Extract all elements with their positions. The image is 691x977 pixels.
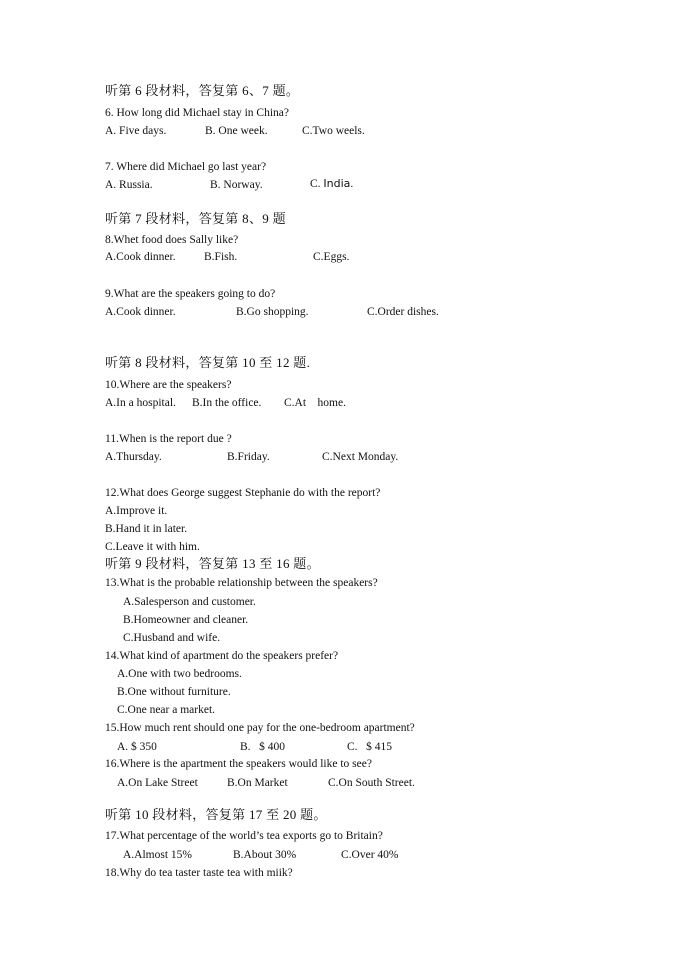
- q14-option-a: A.One with two bedrooms.: [117, 668, 242, 680]
- question-11: 11.When is the report due ?: [105, 433, 232, 445]
- question-12: 12.What does George suggest Stephanie do with the report?: [105, 487, 381, 499]
- question-10: 10.Where are the speakers?: [105, 379, 232, 391]
- q10-option-c: C.At home.: [284, 397, 346, 409]
- india-word: India: [323, 177, 351, 190]
- section-10-heading: 听第 10 段材料，答复第 17 至 20 题。: [105, 807, 327, 822]
- q17-option-c: C.Over 40%: [341, 849, 399, 861]
- q12-option-a: A.Improve it.: [105, 505, 168, 517]
- question-15: 15.How much rent should one pay for the one-bedroom apartment?: [105, 722, 415, 734]
- q16-option-a: A.On Lake Street: [117, 777, 198, 789]
- q13-option-a: A.Salesperson and customer.: [123, 596, 256, 608]
- question-13: 13.What is the probable relationship between the speakers?: [105, 577, 378, 589]
- q8-option-c: C.Eggs.: [313, 251, 350, 263]
- q13-option-b: B.Homeowner and cleaner.: [123, 614, 249, 626]
- q7-option-a: A. Russia.: [105, 179, 153, 191]
- section-6-heading: 听第 6 段材料，答复第 6、7 题。: [105, 83, 300, 98]
- q10-option-b: B.In the office.: [192, 397, 262, 409]
- question-7: 7. Where did Michael go last year?: [105, 161, 267, 173]
- q7-option-c: C. India.: [310, 177, 354, 190]
- q9-option-b: B.Go shopping.: [236, 306, 309, 318]
- q15-option-c: C. $ 415: [347, 741, 393, 753]
- q15-option-b: B. $ 400: [240, 741, 286, 753]
- question-17: 17.What percentage of the world’s tea exports go to Britain?: [105, 830, 383, 842]
- section-7-heading: 听第 7 段材料，答复第 8、9 题: [105, 211, 286, 226]
- q6-option-a: A. Five days.: [105, 125, 167, 137]
- question-9: 9.What are the speakers going to do?: [105, 288, 276, 300]
- q9-option-a: A.Cook dinner.: [105, 306, 176, 318]
- q13-option-c: C.Husband and wife.: [123, 632, 221, 644]
- q17-option-b: B.About 30%: [233, 849, 297, 861]
- q16-option-b: B.On Market: [227, 777, 288, 789]
- question-6: 6. How long did Michael stay in China?: [105, 107, 289, 119]
- section-9-heading: 听第 9 段材料，答复第 13 至 16 题。: [105, 556, 320, 571]
- q14-option-b: B.One without furniture.: [117, 686, 231, 698]
- q8-option-a: A.Cook dinner.: [105, 251, 176, 263]
- q9-option-c: C.Order dishes.: [367, 306, 439, 318]
- question-18: 18.Why do tea taster taste tea with miik?: [105, 867, 293, 879]
- q11-option-a: A.Thursday.: [105, 451, 162, 463]
- question-14: 14.What kind of apartment do the speakers prefer?: [105, 650, 339, 662]
- question-8: 8.Whet food does Sally like?: [105, 234, 239, 246]
- q8-option-b: B.Fish.: [204, 251, 238, 263]
- q12-option-c: C.Leave it with him.: [105, 541, 200, 553]
- q11-option-c: C.Next Monday.: [322, 451, 399, 463]
- q11-option-b: B.Friday.: [227, 451, 270, 463]
- q14-option-c: C.One near a market.: [117, 704, 216, 716]
- q15-option-a: A. $ 350: [117, 741, 157, 753]
- q7-option-b: B. Norway.: [210, 179, 263, 191]
- q12-option-b: B.Hand it in later.: [105, 523, 188, 535]
- q6-option-c: C.Two weels.: [302, 125, 365, 137]
- question-16: 16.Where is the apartment the speakers would like to see?: [105, 758, 372, 770]
- q16-option-c: C.On South Street.: [328, 777, 415, 789]
- q6-option-b: B. One week.: [205, 125, 268, 137]
- q17-option-a: A.Almost 15%: [123, 849, 192, 861]
- section-8-heading: 听第 8 段材料，答复第 10 至 12 题.: [105, 355, 311, 370]
- q10-option-a: A.In a hospital.: [105, 397, 176, 409]
